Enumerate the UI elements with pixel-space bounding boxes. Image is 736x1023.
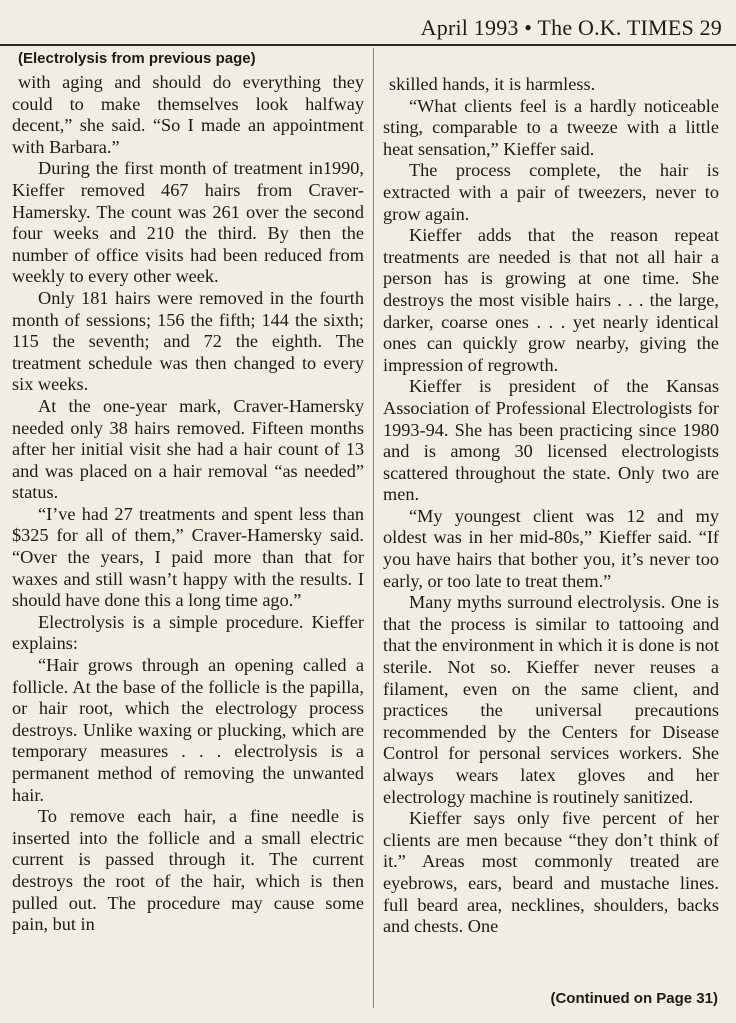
paragraph: At the one-year mark, Craver-Hamersky needed only 38 hairs removed. Fifteen months after her initial visit she had a hair count of 13 and was placed on a hair removal “as needed” status. [12,395,364,503]
continued-line: (Continued on Page 31) [550,990,718,1007]
paragraph: “What clients feel is a hardly noticeable sting, comparable to a tweeze with a little heat sensation,” Kieffer said. [383,95,719,159]
paragraph: Many myths surround electrolysis. One is that the process is similar to tattooing and that the environment in which it is done is not sterile. Not so. Kieffer never reuses a filament, even on the same client, and practices the universal precautions recommended by the Centers for Disease Control for personal services workers. She always wears latex gloves and her electrology machine is routinely sanitized. [383,592,719,807]
page-header [0,0,736,46]
paragraph: To remove each hair, a fine needle is inserted into the follicle and a small electric current is passed through it. The current destroys the root of the hair, which is then pulled out. The procedure may cause some pain, but in [12,806,364,935]
paragraph: Kieffer is president of the Kansas Association of Professional Electrologists for 1993-94. She has been practicing since 1980 and is among 30 licensed electrologists scattered throughout the state. Only two are men. [383,376,719,505]
right-column [383,74,719,938]
paragraph: Electrolysis is a simple procedure. Kieffer explains: [12,611,364,654]
paragraph: Kieffer says only five percent of her clients are men because “they don’t think of it.” Areas most commonly treated are eyebrows, ears, beard and mustache lines. full beard area, necklines, shoulders, backs and chests. One [383,808,719,937]
paragraph: Kieffer adds that the reason repeat treatments are needed is that not all hair a person has is growing at one time. She destroys the most visible hairs . . . the large, darker, coarse ones . . . yet nearly identical ones can quickly grow nearby, giving the impression of regrowth. [383,225,719,375]
paragraph: Only 181 hairs were removed in the fourth month of sessions; 156 the fifth; 144 the sixth; 115 the seventh; and 72 the eighth. The treatment schedule was then changed to every six weeks. [12,287,364,395]
paragraph: During the first month of treatment in1990, Kieffer removed 467 hairs from Craver-Hamersky. The count was 261 over the second four weeks and 210 the third. By then the number of office visits had been reduced from weekly to every other week. [12,158,364,287]
paragraph: “Hair grows through an opening called a follicle. At the base of the follicle is the papilla, or hair root, which the electrology process destroys. Unlike waxing or plucking, which are temporary measures . . . electrolysis is a permanent method of removing the unwanted hair. [12,655,364,805]
header-date-page: April 1993 • The O.K. TIMES 29 [420,15,722,40]
paragraph: skilled hands, it is harmless. [389,74,596,94]
paragraph: “My youngest client was 12 and my oldest was in her mid-80s,” Kieffer said. “If you have hairs that bother you, it’s never too early, or too late to treat them.” [383,505,719,591]
left-column [12,48,364,936]
column-divider [373,48,374,1008]
continuation-kicker: (Electrolysis from previous page) [18,50,256,67]
paragraph: “I’ve had 27 treatments and spent less than $325 for all of them,” Craver-Hamersky said. “Over the years, I paid more than that for waxes and still wasn’t happy with the results. I should have done this a long time ago.” [12,503,364,611]
paragraph: with aging and should do everything they could to make themselves look halfway decent,” she said. “So I made an appointment with Barbara.” [12,72,364,157]
paragraph: The process complete, the hair is extracted with a pair of tweezers, never to grow again. [383,160,719,224]
